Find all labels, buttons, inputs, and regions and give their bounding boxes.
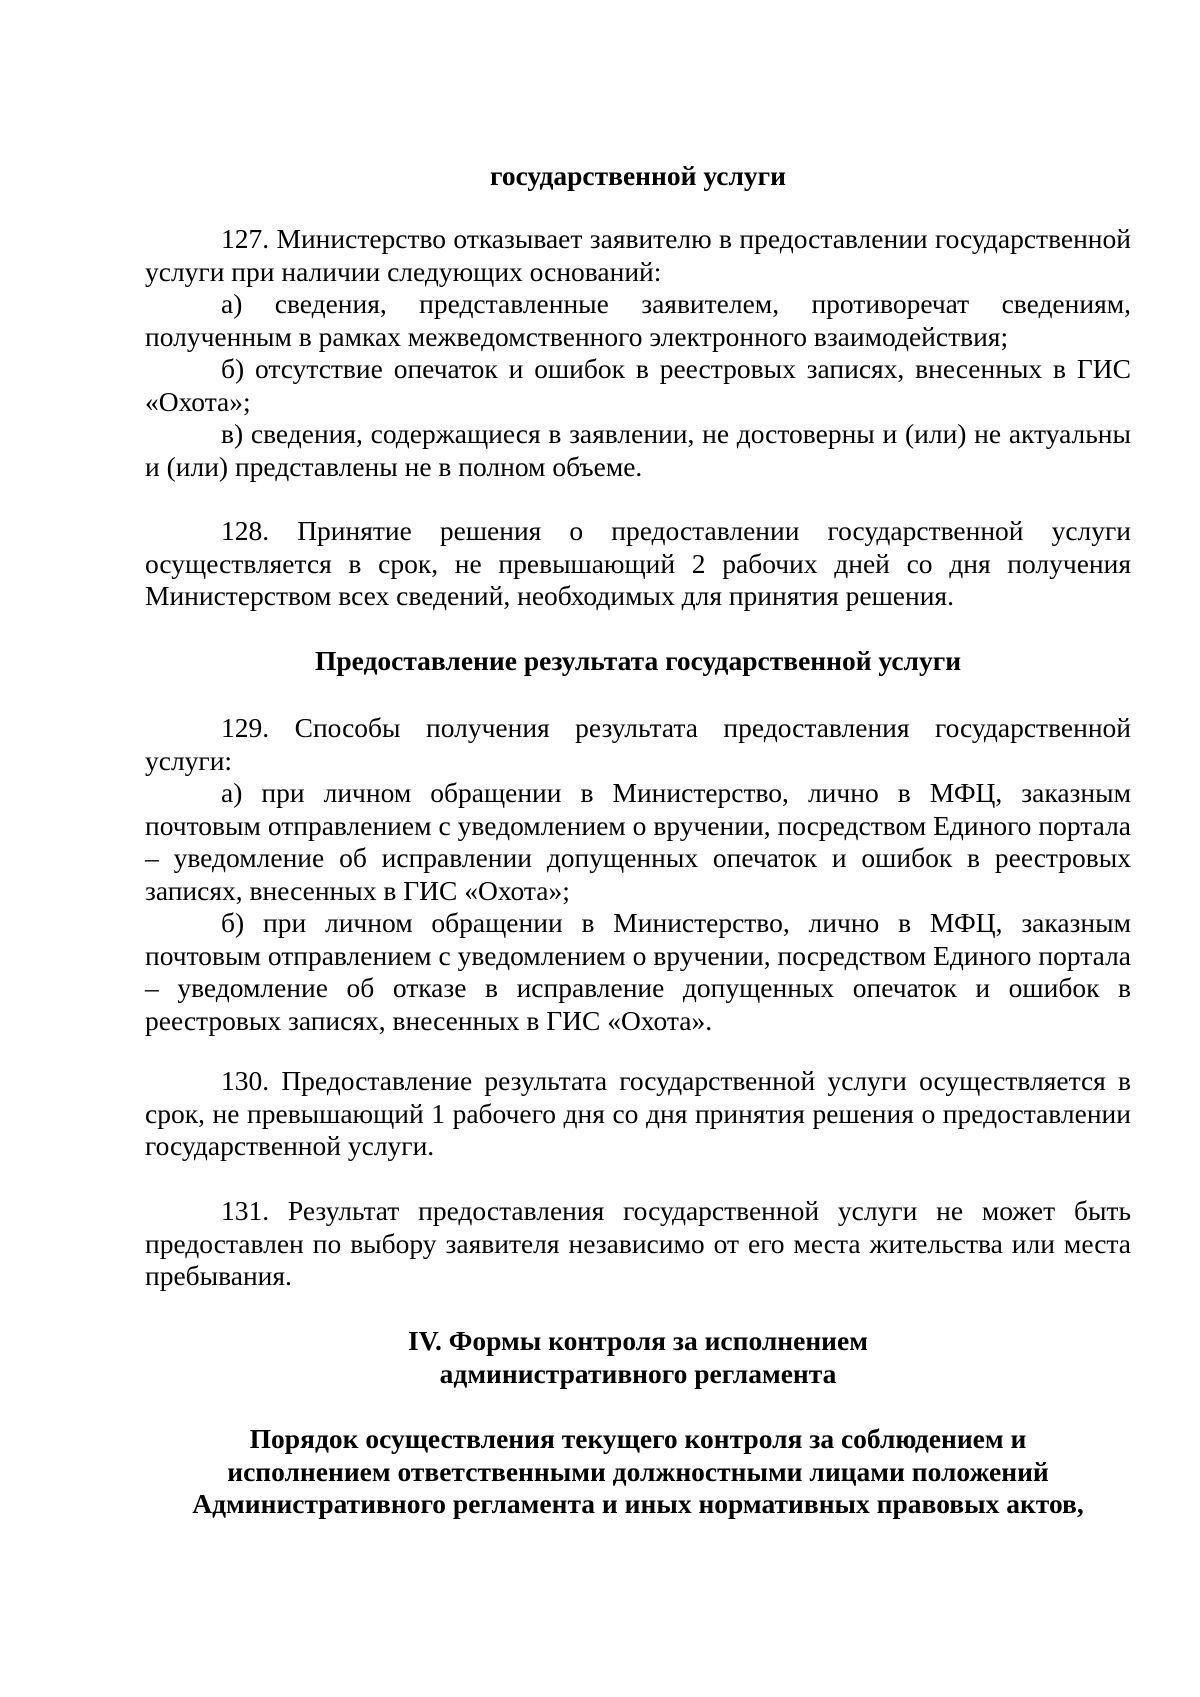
item-127-b: б) отсутствие опечаток и ошибок в реестровых записях, внесенных в ГИС «Охота»; xyxy=(145,353,1131,417)
item-127-intro: 127. Министерство отказывает заявителю в предоставлении государственной услуги при наличии следующих оснований: xyxy=(145,223,1131,287)
subsection-heading-line-2: исполнением ответственными должностными лицами положений xyxy=(227,1455,1049,1487)
subsection-heading xyxy=(145,1423,1131,1521)
item-129 xyxy=(145,712,1131,1037)
item-129-a: а) при личном обращении в Министерство, лично в МФЦ, заказным почтовым отправлением с уведомлением о вручении, посредством Единого портала – уведомление об исправлении допущенных опечаток и ошибок в реестровых записях, внесенных в ГИС «Охота»; xyxy=(145,777,1131,906)
item-129-b: б) при личном обращении в Министерство, лично в МФЦ, заказным почтовым отправлением с уведомлением о вручении, посредством Единого портала – уведомление об отказе в исправление допущенных опечаток и ошибок в реестровых записях, внесенных в ГИС «Охота». xyxy=(145,907,1131,1036)
top-heading: государственной услуги xyxy=(490,160,786,191)
item-127 xyxy=(145,223,1131,483)
item-130-text: 130. Предоставление результата государственной услуги осуществляется в срок, не превышающий 1 рабочего дня со дня принятия решения о предоставлении государственной услуги. xyxy=(145,1065,1131,1161)
chapter-heading-line-2: административного регламента xyxy=(439,1357,837,1389)
subsection-heading-line-3: Административного регламента и иных нормативных правовых актов, xyxy=(192,1488,1084,1519)
item-130 xyxy=(145,1065,1131,1163)
item-128-text: 128. Принятие решения о предоставлении государственной услуги осуществляется в срок, не превышающий 2 рабочих дней со дня получения Министерством всех сведений, необходимых для принятия решения. xyxy=(145,515,1131,611)
item-127-a: а) сведения, представленные заявителем, противоречат сведениям, полученным в рамках межведомственного электронного взаимодействия; xyxy=(145,288,1131,352)
item-127-c: в) сведения, содержащиеся в заявлении, не достоверны и (или) не актуальны и (или) представлены не в полном объеме. xyxy=(145,418,1131,482)
chapter-heading-line-1: IV. Формы контроля за исполнением xyxy=(408,1325,868,1356)
item-129-intro: 129. Способы получения результата предоставления государственной услуги: xyxy=(145,712,1131,776)
chapter-heading xyxy=(145,1325,1131,1390)
section-result-heading: Предоставление результата государственной услуги xyxy=(314,645,962,676)
item-131-text: 131. Результат предоставления государственной услуги не может быть предоставлен по выбору заявителя независимо от его места жительства или места пребывания. xyxy=(145,1195,1131,1291)
subsection-heading-line-1: Порядок осуществления текущего контроля за соблюдением и xyxy=(249,1423,1027,1454)
item-128 xyxy=(145,515,1131,613)
item-131 xyxy=(145,1195,1131,1293)
